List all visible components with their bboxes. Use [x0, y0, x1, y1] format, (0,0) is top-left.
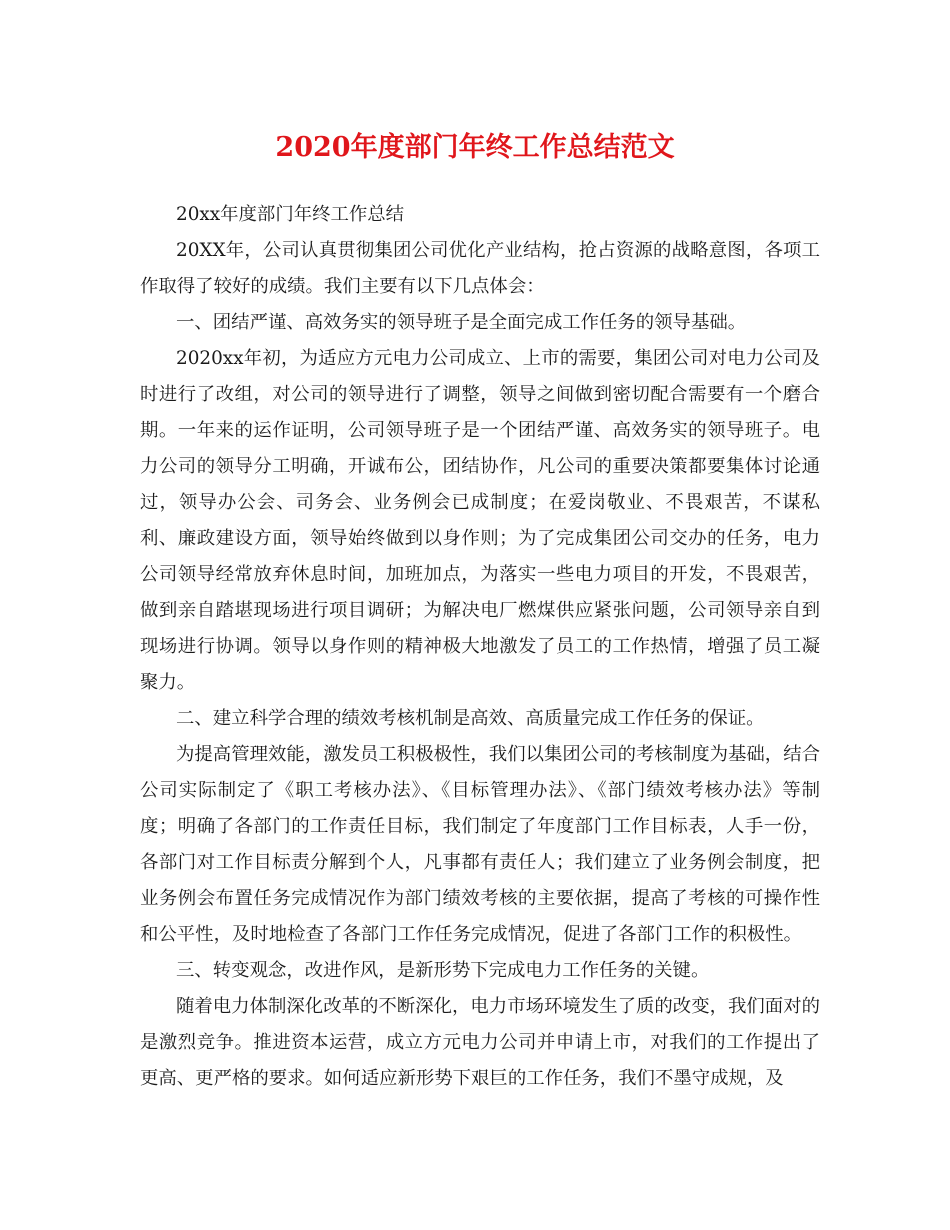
paragraph-section-1: 2020xx年初，为适应方元电力公司成立、上市的需要，集团公司对电力公司及时进行了改组，对公司的领导进行了调整，领导之间做到密切配合需要有一个磨合期。一年来的运作证明，公司领导班子是一个团结严谨、高效务实的领导班子。电力公司的领导分工明确，开诚布公，团结协作，凡公司的重要决策都要集体讨论通过，领导办公会、司务会、业务例会已成制度；在爱岗敬业、不畏艰苦，不谋私利、廉政建设方面，领导始终做到以身作则；为了完成集团公司交办的任务，电力公司领导经常放弃休息时间，加班加点，为落实一些电力项目的开发，不畏艰苦，做到亲自踏堪现场进行项目调研；为解决电厂燃煤供应紧张问题，公司领导亲自到现场进行协调。领导以身作则的精神极大地激发了员工的工作热情，增强了员工凝聚力。 [140, 348, 820, 693]
section-heading-1: 一、团结严谨、高效务实的领导班子是全面完成工作任务的领导基础。 [176, 312, 747, 333]
document-body [140, 197, 820, 1097]
document-title: 2020年度部门年终工作总结范文 [275, 132, 675, 163]
paragraph-intro: 20XX年，公司认真贯彻集团公司优化产业结构，抢占资源的战略意图，各项工作取得了较好的成绩。我们主要有以下几点体会： [140, 240, 820, 297]
paragraph-section-3: 随着电力体制深化改革的不断深化，电力市场环境发生了质的改变，我们面对的是激烈竞争。推进资本运营，成立方元电力公司并申请上市，对我们的工作提出了更高、更严格的要求。如何适应新形势下艰巨的工作任务，我们不墨守成规，及 [140, 996, 820, 1089]
paragraph-subtitle: 20xx年度部门年终工作总结 [176, 204, 405, 225]
section-heading-2: 二、建立科学合理的绩效考核机制是高效、高质量完成工作任务的保证。 [176, 708, 765, 729]
paragraph-section-2: 为提高管理效能，激发员工积极极性，我们以集团公司的考核制度为基础，结合公司实际制定了《职工考核办法》、《目标管理办法》、《部门绩效考核办法》等制度；明确了各部门的工作责任目标，我们制定了年度部门工作目标表，人手一份，各部门对工作目标责分解到个人，凡事都有责任人；我们建立了业务例会制度，把业务例会布置任务完成情况作为部门绩效考核的主要依据，提高了考核的可操作性和公平性，及时地检查了各部门工作任务完成情况，促进了各部门工作的积极性。 [140, 744, 820, 945]
section-heading-3: 三、转变观念，改进作风，是新形势下完成电力工作任务的关键。 [176, 960, 710, 981]
